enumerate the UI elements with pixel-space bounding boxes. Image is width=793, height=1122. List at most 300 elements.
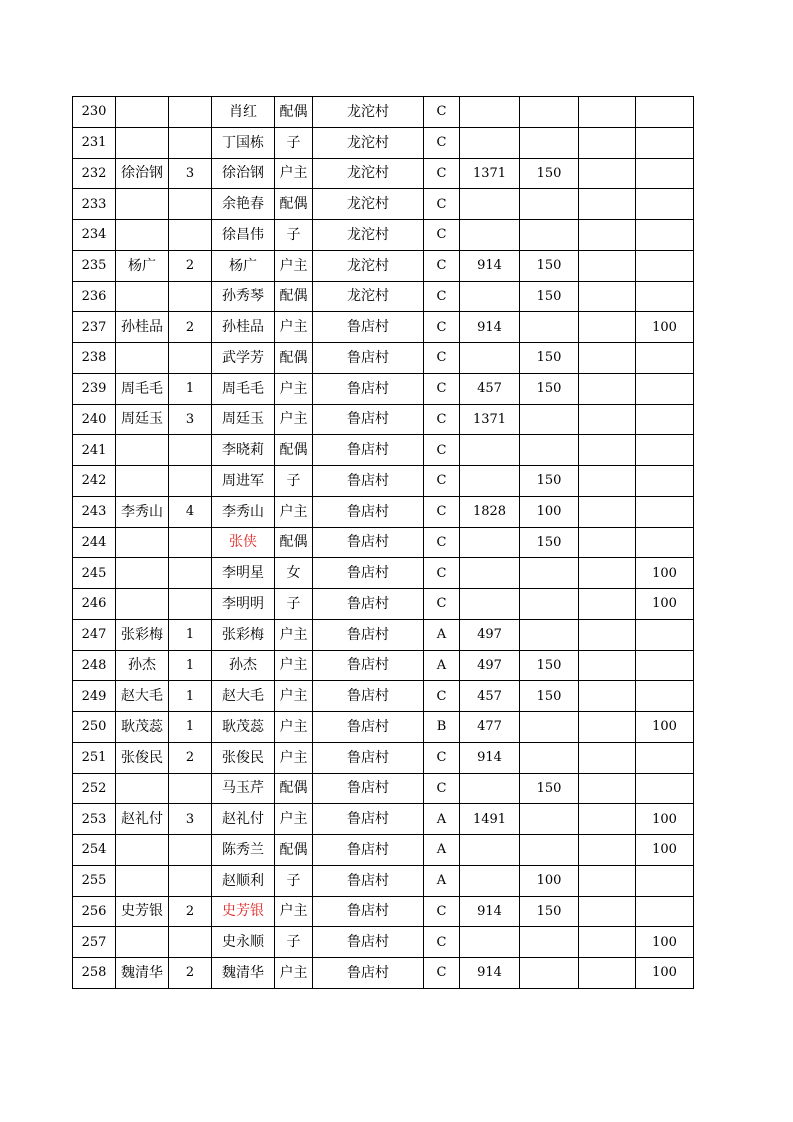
amount-2-cell: 150 xyxy=(520,650,579,681)
amount-4-cell: 100 xyxy=(636,927,694,958)
member-name-cell: 周廷玉 xyxy=(212,404,275,435)
household-size-cell xyxy=(169,220,212,251)
household-size-cell xyxy=(169,97,212,128)
amount-3-cell xyxy=(579,896,636,927)
relation-cell: 子 xyxy=(275,927,313,958)
grade-cell: A xyxy=(424,619,460,650)
table-row xyxy=(73,281,694,312)
amount-2-cell xyxy=(520,712,579,743)
member-name-cell: 赵礼付 xyxy=(212,804,275,835)
amount-1-cell: 457 xyxy=(460,373,520,404)
row-number-cell: 234 xyxy=(73,220,116,251)
amount-4-cell xyxy=(636,373,694,404)
row-number-cell: 256 xyxy=(73,896,116,927)
amount-1-cell: 1491 xyxy=(460,804,520,835)
village-cell: 鲁店村 xyxy=(313,865,424,896)
household-head-cell: 赵礼付 xyxy=(116,804,169,835)
relation-cell: 配偶 xyxy=(275,773,313,804)
household-head-cell: 张俊民 xyxy=(116,742,169,773)
member-name-cell: 马玉芹 xyxy=(212,773,275,804)
grade-cell: C xyxy=(424,466,460,497)
row-number-cell: 244 xyxy=(73,527,116,558)
grade-cell: C xyxy=(424,127,460,158)
amount-1-cell xyxy=(460,773,520,804)
relation-cell: 户主 xyxy=(275,712,313,743)
village-cell: 龙沱村 xyxy=(313,281,424,312)
amount-4-cell xyxy=(636,97,694,128)
household-head-cell xyxy=(116,835,169,866)
table-row xyxy=(73,220,694,251)
amount-2-cell xyxy=(520,404,579,435)
household-size-cell xyxy=(169,343,212,374)
amount-3-cell xyxy=(579,496,636,527)
amount-2-cell: 150 xyxy=(520,896,579,927)
household-size-cell xyxy=(169,865,212,896)
village-cell: 鲁店村 xyxy=(313,589,424,620)
village-cell: 鲁店村 xyxy=(313,343,424,374)
village-cell: 鲁店村 xyxy=(313,773,424,804)
table-row xyxy=(73,589,694,620)
amount-3-cell xyxy=(579,835,636,866)
amount-4-cell xyxy=(636,619,694,650)
amount-3-cell xyxy=(579,650,636,681)
household-size-cell: 3 xyxy=(169,804,212,835)
table-row xyxy=(73,97,694,128)
grade-cell: A xyxy=(424,835,460,866)
grade-cell: C xyxy=(424,281,460,312)
grade-cell: C xyxy=(424,927,460,958)
relation-cell: 配偶 xyxy=(275,835,313,866)
amount-4-cell xyxy=(636,404,694,435)
amount-2-cell xyxy=(520,619,579,650)
amount-4-cell xyxy=(636,435,694,466)
amount-3-cell xyxy=(579,281,636,312)
village-cell: 龙沱村 xyxy=(313,189,424,220)
household-head-cell: 周毛毛 xyxy=(116,373,169,404)
member-name-cell: 李明星 xyxy=(212,558,275,589)
amount-4-cell xyxy=(636,650,694,681)
household-head-cell xyxy=(116,189,169,220)
amount-2-cell: 150 xyxy=(520,343,579,374)
amount-4-cell: 100 xyxy=(636,589,694,620)
village-cell: 鲁店村 xyxy=(313,466,424,497)
amount-4-cell: 100 xyxy=(636,312,694,343)
amount-2-cell xyxy=(520,312,579,343)
member-name-cell: 周进军 xyxy=(212,466,275,497)
relation-cell: 户主 xyxy=(275,158,313,189)
relation-cell: 子 xyxy=(275,220,313,251)
relation-cell: 户主 xyxy=(275,742,313,773)
amount-3-cell xyxy=(579,466,636,497)
amount-1-cell xyxy=(460,281,520,312)
household-size-cell: 2 xyxy=(169,896,212,927)
table-row xyxy=(73,773,694,804)
amount-1-cell: 457 xyxy=(460,681,520,712)
amount-1-cell xyxy=(460,435,520,466)
village-cell: 鲁店村 xyxy=(313,404,424,435)
member-name-cell: 孙秀琴 xyxy=(212,281,275,312)
household-size-cell xyxy=(169,281,212,312)
household-size-cell: 3 xyxy=(169,158,212,189)
member-name-cell: 余艳春 xyxy=(212,189,275,220)
relation-cell: 配偶 xyxy=(275,189,313,220)
amount-4-cell xyxy=(636,466,694,497)
amount-4-cell xyxy=(636,681,694,712)
household-size-cell: 3 xyxy=(169,404,212,435)
row-number-cell: 232 xyxy=(73,158,116,189)
amount-3-cell xyxy=(579,681,636,712)
household-head-cell: 魏清华 xyxy=(116,958,169,989)
household-head-cell: 李秀山 xyxy=(116,496,169,527)
table-row xyxy=(73,712,694,743)
table-row xyxy=(73,619,694,650)
village-cell: 鲁店村 xyxy=(313,958,424,989)
amount-4-cell xyxy=(636,865,694,896)
amount-3-cell xyxy=(579,958,636,989)
row-number-cell: 243 xyxy=(73,496,116,527)
village-cell: 龙沱村 xyxy=(313,158,424,189)
relation-cell: 配偶 xyxy=(275,97,313,128)
row-number-cell: 247 xyxy=(73,619,116,650)
row-number-cell: 257 xyxy=(73,927,116,958)
amount-3-cell xyxy=(579,804,636,835)
amount-4-cell xyxy=(636,773,694,804)
member-name-cell: 李晓莉 xyxy=(212,435,275,466)
relation-cell: 子 xyxy=(275,589,313,620)
table-row xyxy=(73,742,694,773)
amount-2-cell xyxy=(520,589,579,620)
household-head-cell: 赵大毛 xyxy=(116,681,169,712)
amount-4-cell xyxy=(636,496,694,527)
row-number-cell: 239 xyxy=(73,373,116,404)
amount-3-cell xyxy=(579,712,636,743)
household-size-cell xyxy=(169,589,212,620)
amount-1-cell: 914 xyxy=(460,250,520,281)
relation-cell: 子 xyxy=(275,466,313,497)
row-number-cell: 235 xyxy=(73,250,116,281)
relation-cell: 配偶 xyxy=(275,343,313,374)
grade-cell: A xyxy=(424,865,460,896)
table-row xyxy=(73,435,694,466)
row-number-cell: 246 xyxy=(73,589,116,620)
row-number-cell: 236 xyxy=(73,281,116,312)
amount-2-cell xyxy=(520,189,579,220)
relation-cell: 配偶 xyxy=(275,527,313,558)
table-row xyxy=(73,650,694,681)
household-head-cell: 张彩梅 xyxy=(116,619,169,650)
household-size-cell xyxy=(169,927,212,958)
amount-4-cell xyxy=(636,189,694,220)
village-cell: 鲁店村 xyxy=(313,804,424,835)
amount-1-cell: 914 xyxy=(460,742,520,773)
member-name-cell: 徐昌伟 xyxy=(212,220,275,251)
household-head-cell xyxy=(116,281,169,312)
amount-4-cell xyxy=(636,220,694,251)
village-cell: 鲁店村 xyxy=(313,619,424,650)
table-row xyxy=(73,527,694,558)
amount-3-cell xyxy=(579,158,636,189)
household-size-cell: 2 xyxy=(169,312,212,343)
relation-cell: 子 xyxy=(275,865,313,896)
amount-4-cell xyxy=(636,742,694,773)
household-size-cell xyxy=(169,466,212,497)
household-head-cell xyxy=(116,127,169,158)
amount-4-cell xyxy=(636,158,694,189)
relation-cell: 户主 xyxy=(275,250,313,281)
household-head-cell: 周廷玉 xyxy=(116,404,169,435)
household-head-cell xyxy=(116,435,169,466)
amount-3-cell xyxy=(579,312,636,343)
village-cell: 龙沱村 xyxy=(313,250,424,281)
relation-cell: 户主 xyxy=(275,650,313,681)
relation-cell: 户主 xyxy=(275,896,313,927)
member-name-cell: 李明明 xyxy=(212,589,275,620)
grade-cell: C xyxy=(424,158,460,189)
member-name-cell: 耿茂蕊 xyxy=(212,712,275,743)
amount-2-cell: 150 xyxy=(520,250,579,281)
table-row xyxy=(73,373,694,404)
amount-2-cell xyxy=(520,742,579,773)
village-cell: 鲁店村 xyxy=(313,435,424,466)
amount-4-cell xyxy=(636,127,694,158)
amount-1-cell xyxy=(460,835,520,866)
member-name-cell: 赵顺利 xyxy=(212,865,275,896)
amount-1-cell: 1371 xyxy=(460,158,520,189)
relation-cell: 户主 xyxy=(275,404,313,435)
household-size-cell xyxy=(169,773,212,804)
amount-4-cell xyxy=(636,343,694,374)
row-number-cell: 248 xyxy=(73,650,116,681)
household-size-cell: 1 xyxy=(169,619,212,650)
village-cell: 龙沱村 xyxy=(313,127,424,158)
amount-1-cell xyxy=(460,865,520,896)
household-head-cell: 徐治钢 xyxy=(116,158,169,189)
table-row xyxy=(73,312,694,343)
household-head-cell xyxy=(116,773,169,804)
amount-1-cell xyxy=(460,97,520,128)
row-number-cell: 245 xyxy=(73,558,116,589)
amount-1-cell xyxy=(460,189,520,220)
row-number-cell: 241 xyxy=(73,435,116,466)
amount-4-cell: 100 xyxy=(636,804,694,835)
row-number-cell: 231 xyxy=(73,127,116,158)
table-row xyxy=(73,496,694,527)
grade-cell: C xyxy=(424,373,460,404)
amount-2-cell xyxy=(520,835,579,866)
household-size-cell xyxy=(169,558,212,589)
member-name-cell: 张俊民 xyxy=(212,742,275,773)
household-head-cell xyxy=(116,558,169,589)
amount-2-cell xyxy=(520,435,579,466)
member-name-cell: 张侠 xyxy=(212,527,275,558)
amount-2-cell xyxy=(520,220,579,251)
relation-cell: 户主 xyxy=(275,312,313,343)
member-name-cell: 史芳银 xyxy=(212,896,275,927)
amount-2-cell: 150 xyxy=(520,466,579,497)
household-size-cell xyxy=(169,435,212,466)
amount-4-cell: 100 xyxy=(636,958,694,989)
table-row xyxy=(73,896,694,927)
relation-cell: 户主 xyxy=(275,958,313,989)
member-name-cell: 丁国栋 xyxy=(212,127,275,158)
relation-cell: 女 xyxy=(275,558,313,589)
relation-cell: 配偶 xyxy=(275,281,313,312)
amount-2-cell: 150 xyxy=(520,527,579,558)
household-subsidy-table xyxy=(72,96,694,989)
amount-4-cell xyxy=(636,896,694,927)
row-number-cell: 237 xyxy=(73,312,116,343)
household-head-cell: 孙桂品 xyxy=(116,312,169,343)
amount-2-cell xyxy=(520,804,579,835)
row-number-cell: 251 xyxy=(73,742,116,773)
household-size-cell: 2 xyxy=(169,250,212,281)
household-size-cell xyxy=(169,527,212,558)
amount-2-cell: 100 xyxy=(520,865,579,896)
table-row xyxy=(73,804,694,835)
household-head-cell: 孙杰 xyxy=(116,650,169,681)
amount-1-cell: 914 xyxy=(460,312,520,343)
row-number-cell: 230 xyxy=(73,97,116,128)
grade-cell: C xyxy=(424,681,460,712)
village-cell: 鲁店村 xyxy=(313,496,424,527)
amount-4-cell xyxy=(636,281,694,312)
household-head-cell xyxy=(116,220,169,251)
table-row xyxy=(73,189,694,220)
grade-cell: C xyxy=(424,220,460,251)
grade-cell: C xyxy=(424,958,460,989)
relation-cell: 户主 xyxy=(275,496,313,527)
household-head-cell xyxy=(116,97,169,128)
row-number-cell: 250 xyxy=(73,712,116,743)
amount-2-cell: 100 xyxy=(520,496,579,527)
row-number-cell: 254 xyxy=(73,835,116,866)
amount-2-cell xyxy=(520,558,579,589)
amount-1-cell: 477 xyxy=(460,712,520,743)
amount-1-cell: 1371 xyxy=(460,404,520,435)
member-name-cell: 陈秀兰 xyxy=(212,835,275,866)
grade-cell: C xyxy=(424,589,460,620)
amount-1-cell xyxy=(460,527,520,558)
village-cell: 鲁店村 xyxy=(313,835,424,866)
amount-3-cell xyxy=(579,97,636,128)
household-head-cell xyxy=(116,865,169,896)
amount-1-cell xyxy=(460,558,520,589)
household-head-cell: 史芳银 xyxy=(116,896,169,927)
member-name-cell: 张彩梅 xyxy=(212,619,275,650)
village-cell: 鲁店村 xyxy=(313,558,424,589)
amount-3-cell xyxy=(579,558,636,589)
member-name-cell: 周毛毛 xyxy=(212,373,275,404)
village-cell: 鲁店村 xyxy=(313,650,424,681)
member-name-cell: 孙杰 xyxy=(212,650,275,681)
relation-cell: 户主 xyxy=(275,804,313,835)
table-row xyxy=(73,250,694,281)
village-cell: 鲁店村 xyxy=(313,527,424,558)
member-name-cell: 武学芳 xyxy=(212,343,275,374)
household-size-cell: 1 xyxy=(169,712,212,743)
grade-cell: C xyxy=(424,742,460,773)
village-cell: 鲁店村 xyxy=(313,373,424,404)
member-name-cell: 魏清华 xyxy=(212,958,275,989)
table-body xyxy=(73,97,694,989)
amount-3-cell xyxy=(579,527,636,558)
household-size-cell: 1 xyxy=(169,650,212,681)
amount-2-cell xyxy=(520,927,579,958)
amount-1-cell: 914 xyxy=(460,958,520,989)
amount-3-cell xyxy=(579,404,636,435)
row-number-cell: 242 xyxy=(73,466,116,497)
row-number-cell: 249 xyxy=(73,681,116,712)
amount-3-cell xyxy=(579,189,636,220)
amount-3-cell xyxy=(579,343,636,374)
amount-1-cell: 914 xyxy=(460,896,520,927)
amount-3-cell xyxy=(579,589,636,620)
member-name-cell: 杨广 xyxy=(212,250,275,281)
table-row xyxy=(73,958,694,989)
row-number-cell: 255 xyxy=(73,865,116,896)
amount-4-cell xyxy=(636,527,694,558)
amount-1-cell: 497 xyxy=(460,619,520,650)
household-size-cell: 4 xyxy=(169,496,212,527)
row-number-cell: 252 xyxy=(73,773,116,804)
village-cell: 龙沱村 xyxy=(313,97,424,128)
table-row xyxy=(73,835,694,866)
table-row xyxy=(73,466,694,497)
amount-4-cell: 100 xyxy=(636,835,694,866)
table-row xyxy=(73,865,694,896)
table-row xyxy=(73,158,694,189)
table-row xyxy=(73,404,694,435)
relation-cell: 户主 xyxy=(275,373,313,404)
household-size-cell xyxy=(169,189,212,220)
amount-1-cell xyxy=(460,466,520,497)
member-name-cell: 徐治钢 xyxy=(212,158,275,189)
grade-cell: A xyxy=(424,650,460,681)
household-head-cell: 耿茂蕊 xyxy=(116,712,169,743)
household-size-cell xyxy=(169,127,212,158)
table-row xyxy=(73,127,694,158)
village-cell: 鲁店村 xyxy=(313,742,424,773)
amount-1-cell: 1828 xyxy=(460,496,520,527)
amount-1-cell xyxy=(460,927,520,958)
household-head-cell xyxy=(116,466,169,497)
household-size-cell: 1 xyxy=(169,681,212,712)
amount-3-cell xyxy=(579,250,636,281)
village-cell: 鲁店村 xyxy=(313,312,424,343)
row-number-cell: 240 xyxy=(73,404,116,435)
table-row xyxy=(73,681,694,712)
village-cell: 鲁店村 xyxy=(313,681,424,712)
relation-cell: 户主 xyxy=(275,681,313,712)
household-size-cell: 2 xyxy=(169,958,212,989)
member-name-cell: 肖红 xyxy=(212,97,275,128)
amount-1-cell xyxy=(460,343,520,374)
amount-3-cell xyxy=(579,373,636,404)
household-size-cell: 2 xyxy=(169,742,212,773)
grade-cell: C xyxy=(424,97,460,128)
amount-2-cell: 150 xyxy=(520,773,579,804)
household-head-cell xyxy=(116,527,169,558)
amount-2-cell xyxy=(520,958,579,989)
grade-cell: C xyxy=(424,435,460,466)
household-head-cell xyxy=(116,343,169,374)
amount-3-cell xyxy=(579,865,636,896)
household-size-cell: 1 xyxy=(169,373,212,404)
amount-3-cell xyxy=(579,127,636,158)
member-name-cell: 赵大毛 xyxy=(212,681,275,712)
amount-1-cell: 497 xyxy=(460,650,520,681)
amount-3-cell xyxy=(579,220,636,251)
